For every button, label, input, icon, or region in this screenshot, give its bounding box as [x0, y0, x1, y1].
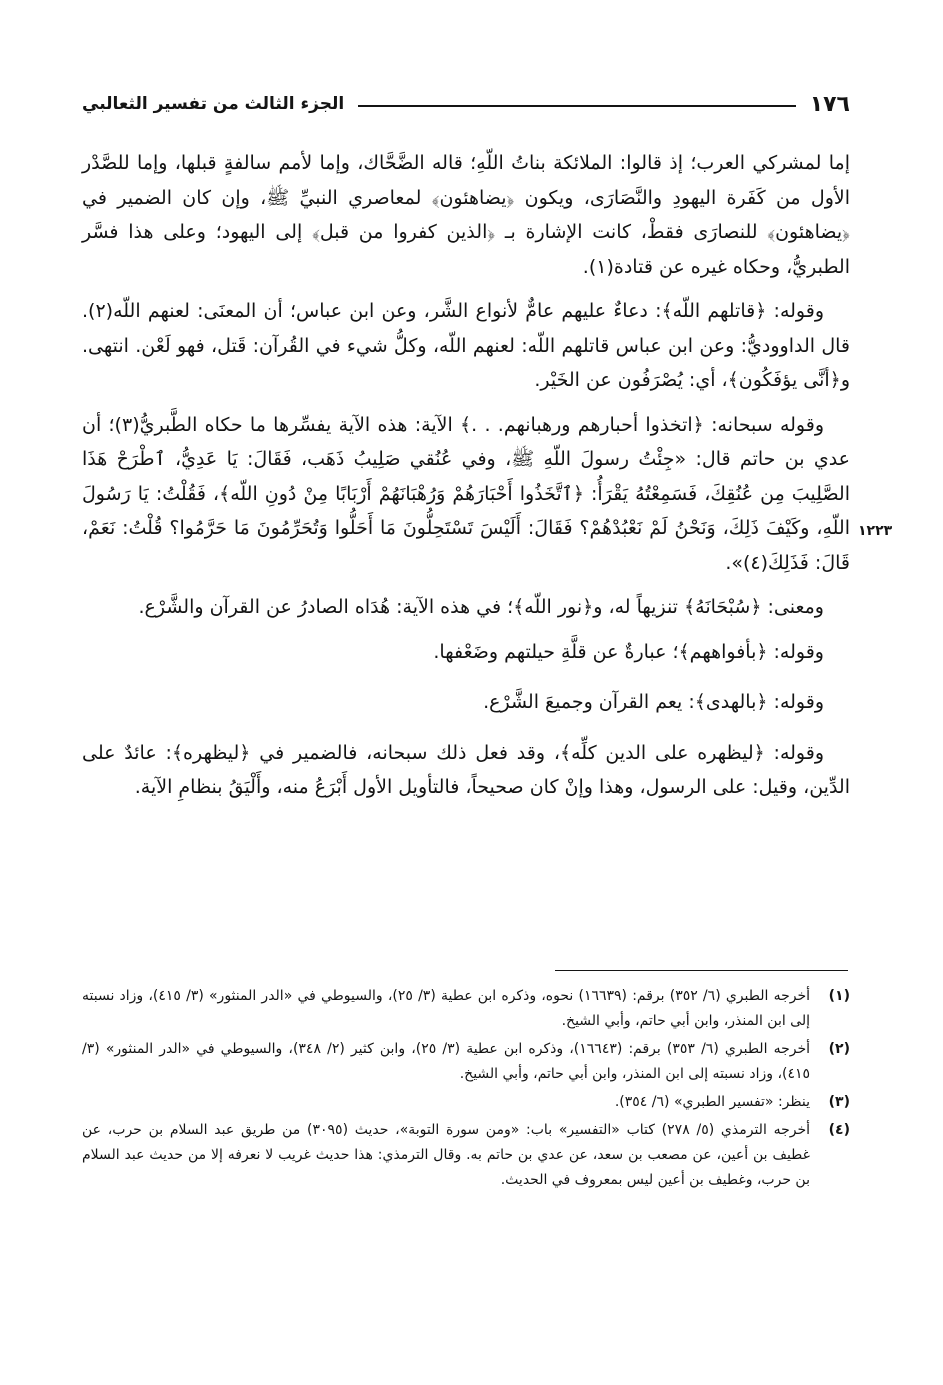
paragraph: وقوله سبحانه: ﴿اتخذوا أحبارهم ورهبانهم. . .﴾ الآية: هذه الآية يفسِّرها ما حكاه الطَّبريُّ(٣)؛ أن عدي بن حاتم قال: «جِئْتُ رسولَ اللّهِ ﷺ، وفي عُنُقي صَلِيبُ ذَهَب، فَقَالَ: يَا عَدِيُّ، ٱطْرَحْ هَذَا الصَّلِيبَ مِن عُنُقِكَ، فَسَمِعْتُهُ يَقْرَأُ: ﴿ٱتَّخَذُوا أَحْبَارَهُمْ وَرُهْبَانَهُمْ أَرْبَابًا مِنْ دُونِ اللّه﴾، فَقُلْتُ: يَا رَسُولَ اللّهِ، وكَيْفَ ذَلِكَ، وَنَحْنُ لَمْ نَعْبُدْهُمْ؟ فَقَالَ: أَلَيْسَ تَسْتَحِلُّونَ مَا أَحَلُّوا وَتُحَرِّمُونَ مَا حَرَّمُوا؟ قُلْتُ: نَعَمْ، قَالَ: فَذَلِكَ(٤)».: [82, 413, 850, 574]
footnote-number: (٤): [828, 1122, 850, 1138]
footnote-text: أخرجه الطبري (٦/ ٣٥٣) برقم: (١٦٦٤٣)، وذكره ابن عطية (٣/ ٢٥)، وابن كثير (٢/ ٣٤٨)، والسيوطي في «الدر المنثور» (٣/ ٤١٥)، وزاد نسبته إلى ابن المنذر، وابن أبي حاتم، وأبي الشيخ.: [82, 1041, 811, 1082]
main-text: [82, 146, 850, 815]
paragraph: وقوله: ﴿ليظهره على الدين كلِّه﴾، وقد فعل ذلك سبحانه، فالضمير في ﴿ليظهره﴾: عائدٌ على الدِّين، وقيل: على الرسول، وهذا وإنْ كان صحيحاً، فالتأويل الأول أَبْرَعُ منه، وأَلْيَقُ بنظامِ الآية.: [82, 741, 850, 798]
paragraph: ومعنى: ﴿سُبْحَانَهُ﴾ تنزيهاً له، و﴿نور اللّه﴾؛ في هذه الآية: هُدَاه الصادرُ عن القرآن والشَّرْع.: [138, 596, 824, 618]
footnote-rule: [555, 970, 848, 971]
footnote: [82, 1118, 850, 1193]
header-rule: [358, 105, 795, 107]
running-title: الجزء الثالث من تفسير الثعالبي: [82, 94, 345, 114]
margin-note: ١٢٢٣: [858, 523, 893, 539]
paragraph: وقوله: ﴿قاتلهم اللّه﴾: دعاءٌ عليهم عامٌّ لأنواع الشَّر، وعن ابن عباس؛ أن المعنَى: لعنهم اللّه(٢). قال الداووديُّ: وعن ابن عباس قاتلهم اللّه: لعنهم اللّه، وكلُّ شيء في القُرآن: قَتل، فهو لَعْن. انتهى. و﴿أنَّى يؤفَكُون﴾، أي: يُصْرَفُون عن الخَيْر.: [82, 300, 850, 391]
page-header: [82, 84, 850, 124]
footnote-text: أخرجه الطبري (٦/ ٣٥٢) برقم: (١٦٦٣٩) نحوه، وذكره ابن عطية (٣/ ٢٥)، والسيوطي في «الدر المنثور» (٣/ ٤١٥)، وزاد نسبته إلى ابن المنذر، وابن أبي حاتم، وأبي الشيخ.: [82, 988, 810, 1029]
footnote-text: ينظر: «تفسير الطبري» (٦/ ٣٥٤).: [614, 1094, 810, 1110]
footnote: [82, 984, 850, 1034]
paragraph: إما لمشركي العرب؛ إذ قالوا: الملائكة بناتُ اللّهِ؛ قاله الضَّحَّاك، وإما لأمم سالفةٍ قبلها، وإما للصَّدْر الأول من كَفَرة اليهودِ والنَّصَارَى، ويكون ﴿يضاهئون﴾ لمعاصري النبيِّ ﷺ، وإن كان الضمير في ﴿يضاهئون﴾ للنصارَى فقطْ، كانت الإشارة بـ ﴿الذين كفروا من قبل﴾ إلى اليهود؛ وعلى هذا فسَّر الطبريُّ، وحكاه غيره عن قتادة(١).: [82, 152, 850, 278]
footnote-number: (٣): [828, 1094, 850, 1110]
footnote-text: أخرجه الترمذي (٥/ ٢٧٨) كتاب «التفسير» باب: «ومن سورة التوبة»، حديث (٣٠٩٥) من طريق عبد السلام بن حرب، عن غطيف بن أعين، عن مصعب بن سعد، عن عدي بن حاتم به. وقال الترمذي: هذا حديث غريب لا نعرفه إلا من حديث عبد السلام بن حرب، وغطيف بن أعين ليس بمعروف في الحديث.: [82, 1122, 811, 1188]
paragraph: وقوله: ﴿بأفواههم﴾؛ عبارةٌ عن قلَّةِ حيلتهم وضَعْفها.: [433, 640, 824, 663]
paragraph: وقوله: ﴿بالهدى﴾: يعم القرآن وجميعَ الشَّرْع.: [483, 691, 824, 713]
footnote-number: (٢): [828, 1041, 850, 1057]
footnote-number: (١): [828, 988, 850, 1004]
footnotes: [82, 984, 850, 1196]
page-number: ١٧٦: [809, 91, 850, 117]
footnote: [82, 1037, 850, 1087]
footnote: [82, 1090, 850, 1115]
